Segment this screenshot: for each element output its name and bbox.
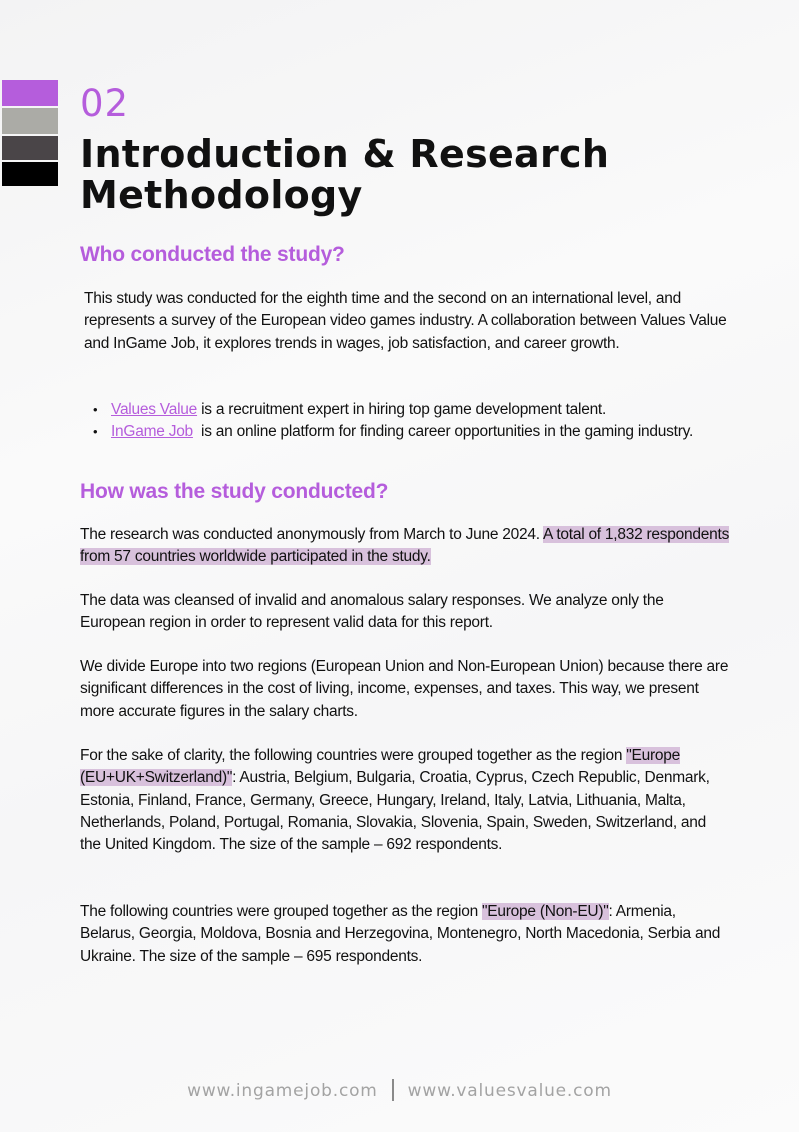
eu-region-countries: : Austria, Belgium, Bulgaria, Croatia, Cyprus, Czech Republic, Denmark, Estonia, Finland, France, Germany, Greece, Hungary, Ireland, Italy, Latvia, Lithuania, Malta, Netherlands, Poland, Portugal, Romania, Slovakia, Slovenia, Spain, Sweden, Switzerland, and the United Kingdom. The size of the sample – 692 respondents. [80, 769, 710, 854]
data-cleansing-paragraph: The data was cleansed of invalid and anomalous salary responses. We analyze only the European region in order to represent valid data for this report. [80, 592, 664, 632]
chapter-number: 02 [80, 82, 130, 125]
swatch-gray [2, 108, 58, 134]
page-title: Introduction & Research Methodology [80, 132, 610, 217]
organizations-list [93, 399, 733, 444]
footer [0, 1080, 799, 1102]
section-heading-how: How was the study conducted? [80, 480, 389, 503]
regions-paragraph: We divide Europe into two regions (European Union and Non-European Union) because there are significant differences in the cost of living, income, expenses, and taxes. This way, we present more accurate figures in the salary charts. [80, 658, 729, 720]
swatch-black [2, 162, 58, 186]
footer-ingamejob-url[interactable]: www.ingamejob.com [187, 1081, 378, 1101]
footer-valuesvalue-url[interactable]: www.valuesvalue.com [407, 1081, 612, 1101]
list-item [93, 399, 733, 421]
non-eu-region-countries: : Armenia, Belarus, Georgia, Moldova, Bosnia and Herzegovina, Montenegro, North Macedonia, Serbia and Ukraine. The size of the sample – 695 respondents. [80, 903, 721, 965]
swatch-dark-gray [2, 136, 58, 160]
non-eu-region-highlight: "Europe (Non-EU)" [482, 903, 609, 920]
research-period-text: The research was conducted anonymously from March to June 2024. [80, 526, 544, 543]
eu-region-intro: For the sake of clarity, the following countries were grouped together as the region [80, 747, 627, 764]
section-heading-who: Who conducted the study? [80, 243, 345, 266]
non-eu-region-paragraph [80, 901, 730, 968]
values-value-link[interactable]: Values Value [111, 401, 198, 418]
color-swatch-bar [2, 80, 58, 188]
list-item [93, 421, 733, 443]
non-eu-region-intro: The following countries were grouped together as the region [80, 903, 483, 920]
list-item-text: is a recruitment expert in hiring top game development talent. [197, 401, 607, 418]
footer-divider [392, 1079, 394, 1101]
eu-region-paragraph [80, 745, 730, 856]
swatch-purple [2, 80, 58, 106]
eu-region-highlight: "Europe (EU+UK+Switzerland)" [80, 747, 680, 787]
respondents-highlight: A total of 1,832 respondents from 57 countries worldwide participated in the study. [80, 526, 730, 566]
who-paragraph: This study was conducted for the eighth time and the second on an international level, and represents a survey of the European video games industry. A collaboration between Values Value and InGame Job, it explores trends in wages, job satisfaction, and career growth. [84, 290, 727, 352]
list-item-text: is an online platform for finding career opportunities in the gaming industry. [192, 423, 694, 441]
research-period-paragraph [80, 524, 730, 569]
ingame-job-link[interactable]: InGame Job [111, 423, 193, 441]
